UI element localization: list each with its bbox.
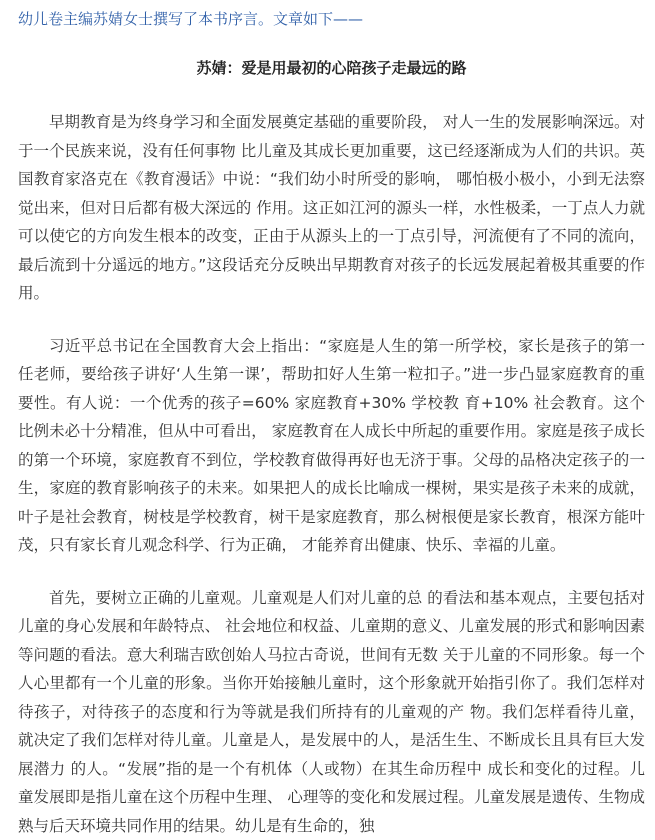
article-title: 苏婧：爱是用最初的心陪孩子走最远的路 [18,56,645,80]
article-paragraph: 早期教育是为终身学习和全面发展奠定基础的重要阶段， 对人一生的发展影响深远。对于一个民族来说，没有任何事物 比儿童及其成长更加重要，这已经逐渐成为人们的共识。英国教育家洛克在《教育漫话》中说：“我们幼小时所受的影响， 哪怕极小极小，小到无法察觉出来，但对日后都有极大深远的 作用。这正如江河的源头一样，水性极柔，一丁点人力就可以使它的方向发生根本的改变，正由于从源头上的一丁点引导，河流便有了不同的流向，最后流到十分遥远的地方。”这段话充分反映出早期教育对孩子的长远发展起着极其重要的作用。 [18,108,645,308]
article-paragraph: 习近平总书记在全国教育大会上指出：“家庭是人生的第一所学校，家长是孩子的第一任老师，要给孩子讲好‘人生第一课’，帮助扣好人生第一粒扣子。”进一步凸显家庭教育的重要性。有人说：一个优秀的孩子=60% 家庭教育+30% 学校教 育+10% 社会教育。这个比例未必十分精准，但从中可看出， 家庭教育在人成长中所起的重要作用。家庭是孩子成长的第一个环境，家庭教育不到位，学校教育做得再好也无济于事。父母的品格决定孩子的一生，家庭的教育影响孩子的未来。如果把人的成长比喻成一棵树，果实是孩子未来的成就，叶子是社会教育，树枝是学校教育，树干是家庭教育，那么树根便是家长教育，根深方能叶茂，只有家长育儿观念科学、行为正确， 才能养育出健康、快乐、幸福的儿童。 [18,332,645,560]
intro-line: 幼儿卷主编苏婧女士撰写了本书序言。文章如下—— [18,7,645,31]
article-paragraph: 首先，要树立正确的儿童观。儿童观是人们对儿童的总 的看法和基本观点，主要包括对儿童的身心发展和年龄特点、 社会地位和权益、儿童期的意义、儿童发展的形式和影响因素 等问题的看法。意大利瑞吉欧创始人马拉古奇说，世间有无数 关于儿童的不同形象。每一个人心里都有一个儿童的形象。当你开始接触儿童时，这个形象就开始指引你了。我们怎样对待孩子，对待孩子的态度和行为等就是我们所持有的儿童观的产 物。我们怎样看待儿童， 就决定了我们怎样对待儿童。儿童是人，是发展中的人，是活生生、不断成长且具有巨大发展潜力 的人。“发展”指的是一个有机体（人或物）在其生命历程中 成长和变化的过程。儿童发展即是指儿童在这个历程中生理、 心理等的变化和发展过程。儿童发展是遗传、生物成熟与后天环境共同作用的结果。幼儿是有生命的，独 [18,584,645,840]
